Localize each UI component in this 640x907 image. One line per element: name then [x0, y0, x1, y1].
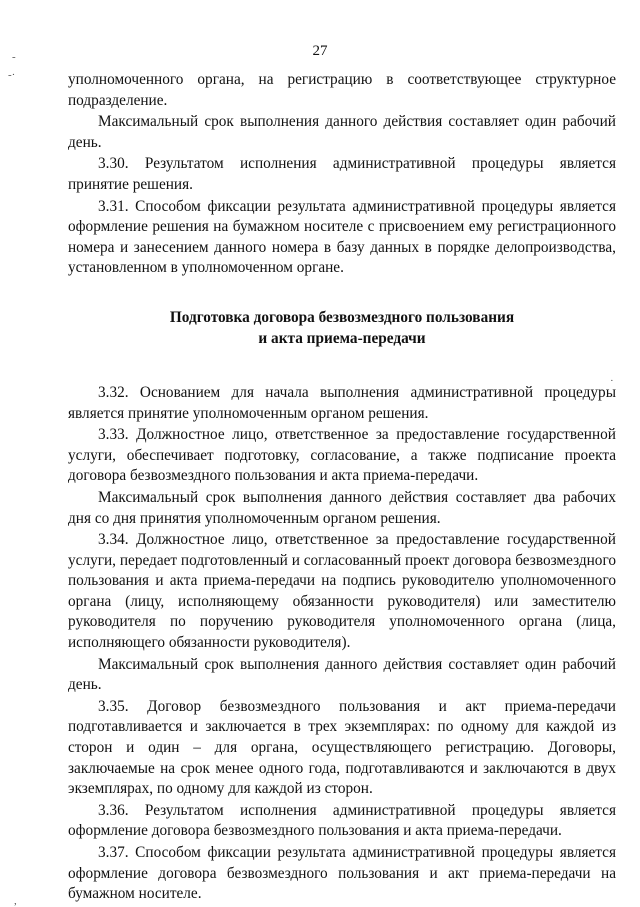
paragraph: Максимальный срок выполнения данного действия составляет один рабочий день.	[68, 113, 616, 151]
section-heading-line: Подготовка договора безвозмездного пользования	[169, 308, 515, 326]
paragraph-3-31: 3.31. Способом фиксации результата административной процедуры является оформление решения на бумажном носителе с присвоением ему регистрационного номера и занесением данного номера в базу данных в порядке делопроизводства, установленном в уполномоченном органе.	[68, 197, 616, 277]
page-number: 27	[312, 43, 328, 59]
section-heading	[68, 307, 616, 349]
document-body	[68, 70, 616, 905]
paragraph: Максимальный срок выполнения данного действия составляет два рабочих дня со дня принятия уполномоченным органом решения.	[68, 488, 616, 527]
paragraph-3-33: 3.33. Должностное лицо, ответственное за предоставление государственной услуги, обеспечивает подготовку, согласование, а также подписание проекта договора безвозмездного пользования и акта приема-передачи.	[68, 426, 616, 485]
paragraph-3-32: 3.32. Основанием для начала выполнения административной процедуры является принятие уполномоченным органом решения.	[68, 383, 616, 422]
scan-artifact-mark: -	[12, 51, 16, 63]
paragraph: Максимальный срок выполнения данного действия составляет один рабочий день.	[68, 655, 616, 694]
scan-artifact-mark: ,	[14, 895, 17, 907]
paragraph-3-36: 3.36. Результатом исполнения административной процедуры является оформление договора безвозмездного пользования и акта приема-передачи.	[68, 801, 616, 840]
paragraph: уполномоченного органа, на регистрацию в соответствующее структурное подразделение.	[68, 71, 616, 109]
paragraph-3-37: 3.37. Способом фиксации результата административной процедуры является оформление договора безвозмездного пользования и акт приема-передачи на бумажном носителе.	[68, 844, 616, 903]
paragraph-3-34: 3.34. Должностное лицо, ответственное за предоставление государственной услуги, передает подготовленный и согласованный проект договора безвозмездного пользования и акта приема-передачи на подпись руководителю уполномоченного органа (лицу, исполняющему обязанности руководителя) или заместителю руководителя по поручению руководителя уполномоченного органа (лица, исполняющего обязанности руководителя).	[68, 531, 616, 652]
scan-artifact-mark: -·	[8, 69, 16, 81]
paragraph-3-30: 3.30. Результатом исполнения административной процедуры является принятие решения.	[68, 155, 616, 193]
section-heading-line: и акта приема-передачи	[258, 329, 426, 347]
scan-artifact-mark: ·	[610, 375, 614, 387]
paragraph-3-35: 3.35. Договор безвозмездного пользования и акт приема-передачи подготавливается и заключается в трех экземплярах: по одному для каждой из сторон и один – для органа, осуществляющего регистрацию. Договоры, заключаемые на срок менее одного года, подготавливаются и заключаются в двух экземплярах, по одному для каждой из сторон.	[68, 697, 616, 798]
